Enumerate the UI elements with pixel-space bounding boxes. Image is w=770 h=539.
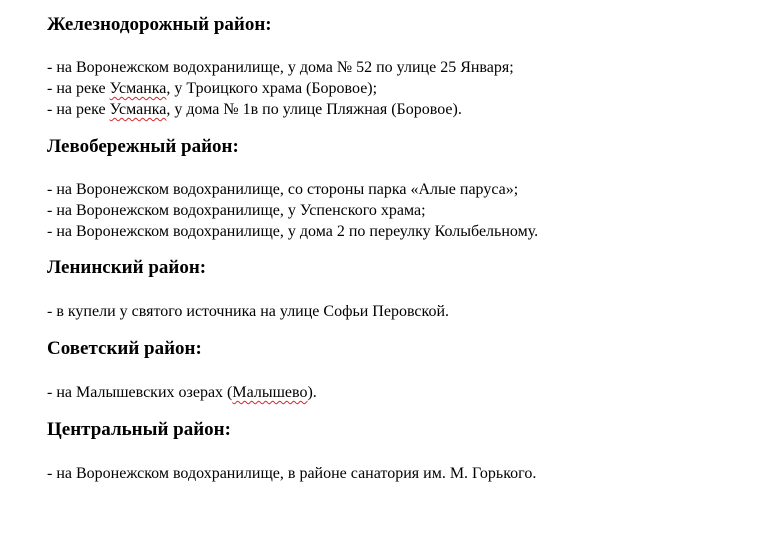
- spellcheck-word: Малышево: [232, 384, 308, 401]
- location-list: [47, 382, 760, 403]
- list-item: - на Воронежском водохранилище, у дома № 52 по улице 25 Января;: [47, 59, 514, 76]
- section-zheleznodorozhny: [47, 14, 760, 120]
- section-heading: Центральный район:: [47, 419, 231, 440]
- section-levoberezhny: [47, 136, 760, 242]
- section-heading: Советский район:: [47, 338, 202, 359]
- location-list: [47, 301, 760, 322]
- section-heading: Ленинский район:: [47, 257, 207, 278]
- section-heading: Железнодорожный район:: [47, 14, 272, 35]
- list-item: - на реке Усманка, у Троицкого храма (Боровое);: [47, 80, 378, 97]
- list-item: - на Воронежском водохранилище, у дома 2 по переулку Колыбельному.: [47, 223, 539, 240]
- section-heading: Левобережный район:: [47, 136, 239, 157]
- list-item: - на Воронежском водохранилище, со стороны парка «Алые паруса»;: [47, 181, 519, 198]
- spellcheck-word: Усманка: [109, 101, 167, 118]
- section-leninsky: [47, 257, 760, 322]
- section-tsentralny: [47, 419, 760, 484]
- spellcheck-word: Усманка: [109, 80, 167, 97]
- document-body: [47, 14, 760, 484]
- location-list: [47, 179, 760, 242]
- section-sovetsky: [47, 338, 760, 403]
- location-list: [47, 463, 760, 484]
- list-item: - в купели у святого источника на улице Софьи Перовской.: [47, 303, 450, 320]
- list-item: - на Малышевских озерах (Малышево).: [47, 384, 317, 401]
- list-item: - на реке Усманка, у дома № 1в по улице Пляжная (Боровое).: [47, 101, 462, 118]
- list-item: - на Воронежском водохранилище, у Успенского храма;: [47, 202, 426, 219]
- list-item: - на Воронежском водохранилище, в районе санатория им. М. Горького.: [47, 465, 537, 482]
- location-list: [47, 57, 760, 120]
